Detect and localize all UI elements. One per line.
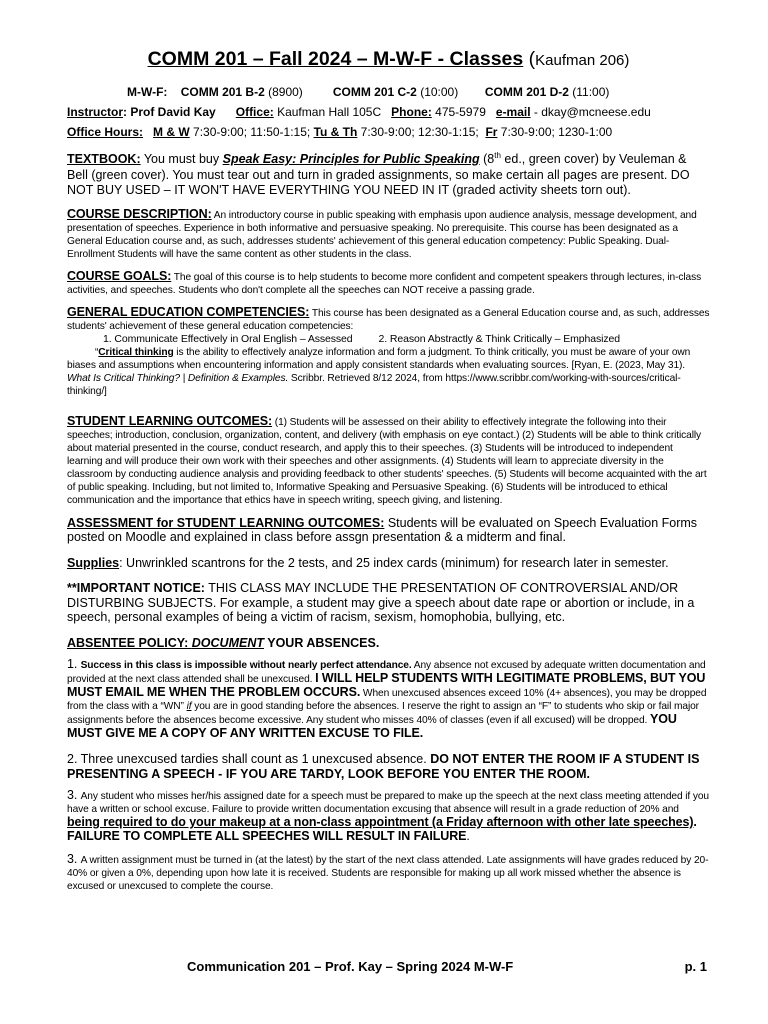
footer-text: Communication 201 – Prof. Kay – Spring 2024 M-W-F — [187, 959, 514, 974]
section-c2-code: COMM 201 C-2 — [332, 85, 417, 99]
office-hours-line — [67, 125, 710, 139]
textbook-text-3: ed., green cover) by Veuleman & Bell (green cover). You must tear out and turn in graded assignments, so make certain all pages are present. DO NOT BUY USED – IT WON'T HAVE EVERYTHING YOU NEED IN IT (graded activity sheets torn out). — [67, 152, 690, 198]
section-b2-time: (8900) — [264, 85, 303, 99]
mw-hours: 7:30-9:00; 11:50-1:15; — [189, 125, 311, 139]
makeup-end: . — [466, 829, 470, 844]
absentee-big-2: YOU MUST GIVE ME A COPY OF ANY WRITTEN EXCUSE TO FILE. — [67, 712, 677, 741]
assessment-label: ASSESSMENT for STUDENT LEARNING OUTCOMES: — [67, 515, 385, 530]
gen-ed-label: GENERAL EDUCATION COMPETENCIES: — [67, 304, 310, 319]
citation-tail: Scribbr. Retrieved 8/12 2024, from https://www.scribbr.com/working-with-sources/critical-thinking/] — [67, 372, 681, 397]
absentee-label-tail: YOUR ABSENCES. — [264, 635, 380, 650]
absentee-big: I WILL HELP STUDENTS WITH LEGITIMATE PROBLEMS, BUT YOU MUST EMAIL ME WHEN THE PROBLEM OCCURS. — [67, 671, 706, 700]
makeup-bold: . FAILURE TO COMPLETE ALL SPEECHES WILL RESULT IN FAILURE — [67, 815, 697, 844]
instructor-name: : Prof David Kay — [123, 105, 216, 119]
section-d2-time: (11:00) — [568, 85, 610, 99]
office-location: Kaufman Hall 105C — [273, 105, 382, 119]
attendance-bold: Success in this class is impossible without nearly perfect attendance. — [80, 660, 412, 672]
absentee-text-c: you are in good standing before the absences. I reserve the right to assign an “F” to students who skip or fail major assignments before the absences become excessive. Any student who misses 40% of classes (even if all excused) will be dropped. — [67, 701, 699, 727]
absentee-paragraph-3 — [67, 789, 710, 844]
class-schedule — [127, 85, 710, 99]
fr-label: Fr — [485, 125, 498, 139]
paragraph-number: 3. — [67, 852, 81, 867]
course-description-section — [67, 208, 710, 261]
paragraph-number: 3. — [67, 788, 81, 803]
absentee-label: ABSENTEE POLICY: — [67, 635, 192, 650]
notice-label: **IMPORTANT NOTICE: — [67, 581, 205, 596]
course-description-label: COURSE DESCRIPTION: — [67, 206, 212, 221]
notice-text: THIS CLASS MAY INCLUDE THE PRESENTATION OF CONTROVERSIAL AND/OR DISTURBING SUBJECTS. For example, a student may give a speech about date rape or abortion or include, in a speech, personal examples of being a victim of racism, sexism, homophobia, bullying, etc. — [67, 581, 695, 625]
page-number: p. 1 — [684, 959, 707, 974]
citation-title: What Is Critical Thinking? | Definition & Examples. — [67, 372, 289, 384]
written-assignment-text: A written assignment must be turned in (at the latest) by the start of the next class attended. Late assignments will have grades reduced by 20-40% or given a 0%, depending upon how late it is received. Students are responsible for making up all work missed whether the absence is excused or unexcused to complete the course. — [67, 855, 709, 893]
gen-ed-section — [67, 306, 710, 398]
office-hours-label: Office Hours: — [67, 125, 144, 139]
office-label: Office: — [235, 105, 274, 119]
course-goals-section — [67, 270, 710, 297]
critical-thinking-paragraph — [67, 346, 710, 398]
email-label: e-mail — [495, 105, 531, 119]
quote-mark: “ — [95, 346, 99, 358]
textbook-sup: th — [494, 151, 501, 160]
email-address: - dkay@mcneese.edu — [530, 105, 651, 119]
course-description-text: An introductory course in public speaking with emphasis upon audience analysis, message development, and presentation of speeches. Experience in both informative and persuasive speaking. No prerequisite. This course has been designated as a General Education course and, as such, addresses students' achievement of this general education competency: Public Speaking. Dual-Enrollment Students will have the same content as other students in the class. — [67, 209, 697, 260]
absentee-heading — [67, 636, 710, 651]
page-footer — [187, 959, 707, 974]
tardy-bold: DO NOT ENTER THE ROOM IF A STUDENT IS PRESENTING A SPEECH - IF YOU ARE TARDY, LOOK BEFORE YOU ENTER THE ROOM. — [67, 752, 700, 781]
absentee-if: if — [186, 701, 192, 713]
absentee-document: DOCUMENT — [191, 635, 264, 650]
makeup-underline: being required to do your makeup at a non-class appointment (a Friday afternoon with other late speeches) — [67, 815, 694, 830]
critical-thinking-label: Critical thinking — [98, 346, 174, 358]
competency-item: 2. Reason Abstractly & Think Critically – Emphasized — [378, 332, 621, 345]
syllabus-page — [67, 48, 710, 893]
textbook-text-1: You must buy — [140, 152, 223, 167]
paragraph-number: 1. — [67, 657, 81, 672]
instructor-line — [67, 105, 710, 119]
course-goals-label: COURSE GOALS: — [67, 268, 172, 283]
slo-text: (1) Students will be assessed on their ability to effectively integrate the following into their speeches; introduction, conclusion, organization, content, and delivery (with emphasis on eye contact.) (2) Students will be able to think critically about material presented in the course, conduct research, and apply this to their speeches. (3) Students will be introduced to independent learning and will produce their own work with their speeches and other assignments. (4) Students will learn to appreciate diversity in the classroom by conducting audience analysis and providing feedback to other students' speeches. (5) Students will become acquainted with the art of public speaking. Including, but not limited to, Informative Speaking and Persuasive Speaking. (6) Students will be introduced to ethical communication and the importance that ethics have in speech writing, speech giving, and listening. — [67, 416, 707, 506]
phone-number: 475-5979 — [431, 105, 486, 119]
tt-label: Tu & Th — [313, 125, 358, 139]
assessment-section — [67, 516, 710, 545]
tardy-text: 2. Three unexcused tardies shall count as 1 unexcused absence. — [67, 752, 431, 767]
mw-label: M & W — [153, 125, 190, 139]
supplies-section — [67, 556, 710, 571]
absentee-text-a: Any absence not excused by adequate written documentation and provided at the next class attended shall be unexcused. — [67, 660, 706, 686]
textbook-label: TEXTBOOK: — [67, 152, 141, 167]
competency-item: 1. Communicate Effectively in Oral English – Assessed — [103, 332, 353, 345]
instructor-label: Instructor — [67, 105, 124, 119]
tt-hours: 7:30-9:00; 12:30-1:15; — [357, 125, 479, 139]
supplies-label: Supplies — [67, 555, 120, 570]
absentee-paragraph-1 — [67, 658, 710, 741]
supplies-text: : Unwrinkled scantrons for the 2 tests, and 25 index cards (minimum) for research later in semester. — [119, 555, 669, 570]
section-c2-time: (10:00) — [416, 85, 459, 99]
section-b2-code: COMM 201 B-2 — [180, 85, 265, 99]
course-goals-text: The goal of this course is to help students to become more confident and competent speakers through lectures, in-class activities, and speeches. Students who don't complete all the speeches can NOT receive a passing grade. — [67, 271, 702, 296]
assessment-text: Students will be evaluated on Speech Evaluation Forms posted on Moodle and explained in class before assgn presentation & a midterm and final. — [67, 515, 698, 545]
gen-ed-text: This course has been designated as a General Education course and, as such, addresses students' achievement of these general education competencies: — [67, 307, 710, 332]
fr-hours: 7:30-9:00; 1230-1:00 — [497, 125, 613, 139]
critical-thinking-text: is the ability to effectively analyze information and form a judgment. To think critically, you must be aware of your own biases and assumptions when encountering information and apply consistent standards when evaluating sources. [Ryan, E. (2023, May 31). — [67, 346, 691, 371]
title-room: Kaufman 206) — [535, 52, 630, 69]
section-d2-code: COMM 201 D-2 — [484, 85, 569, 99]
schedule-label: M-W-F: — [127, 85, 168, 99]
page-title — [67, 48, 710, 71]
textbook-section — [67, 148, 710, 199]
notice-section — [67, 581, 710, 625]
absentee-text-b: When unexcused absences exceed 10% (4+ absences), you may be dropped from the class with a “WN” — [67, 688, 707, 713]
slo-label: STUDENT LEARNING OUTCOMES: — [67, 413, 273, 428]
textbook-text-2: (8 — [479, 152, 495, 167]
competency-list — [103, 333, 710, 346]
makeup-text: Any student who misses her/his assigned date for a speech must be prepared to make up the speech at the next class meeting attended if you have a written or school excuse. Failure to provide written documentation excusing that absence will result in a grade reduction of 20% and — [67, 791, 710, 816]
textbook-title: Speak Easy: Principles for Public Speaking — [222, 152, 480, 167]
phone-label: Phone: — [391, 105, 432, 119]
title-paren: ( — [523, 48, 536, 70]
title-main: COMM 201 – Fall 2024 – M-W-F - Classes — [147, 48, 524, 70]
absentee-paragraph-4 — [67, 853, 710, 893]
slo-section — [67, 415, 710, 507]
absentee-paragraph-2 — [67, 752, 710, 781]
